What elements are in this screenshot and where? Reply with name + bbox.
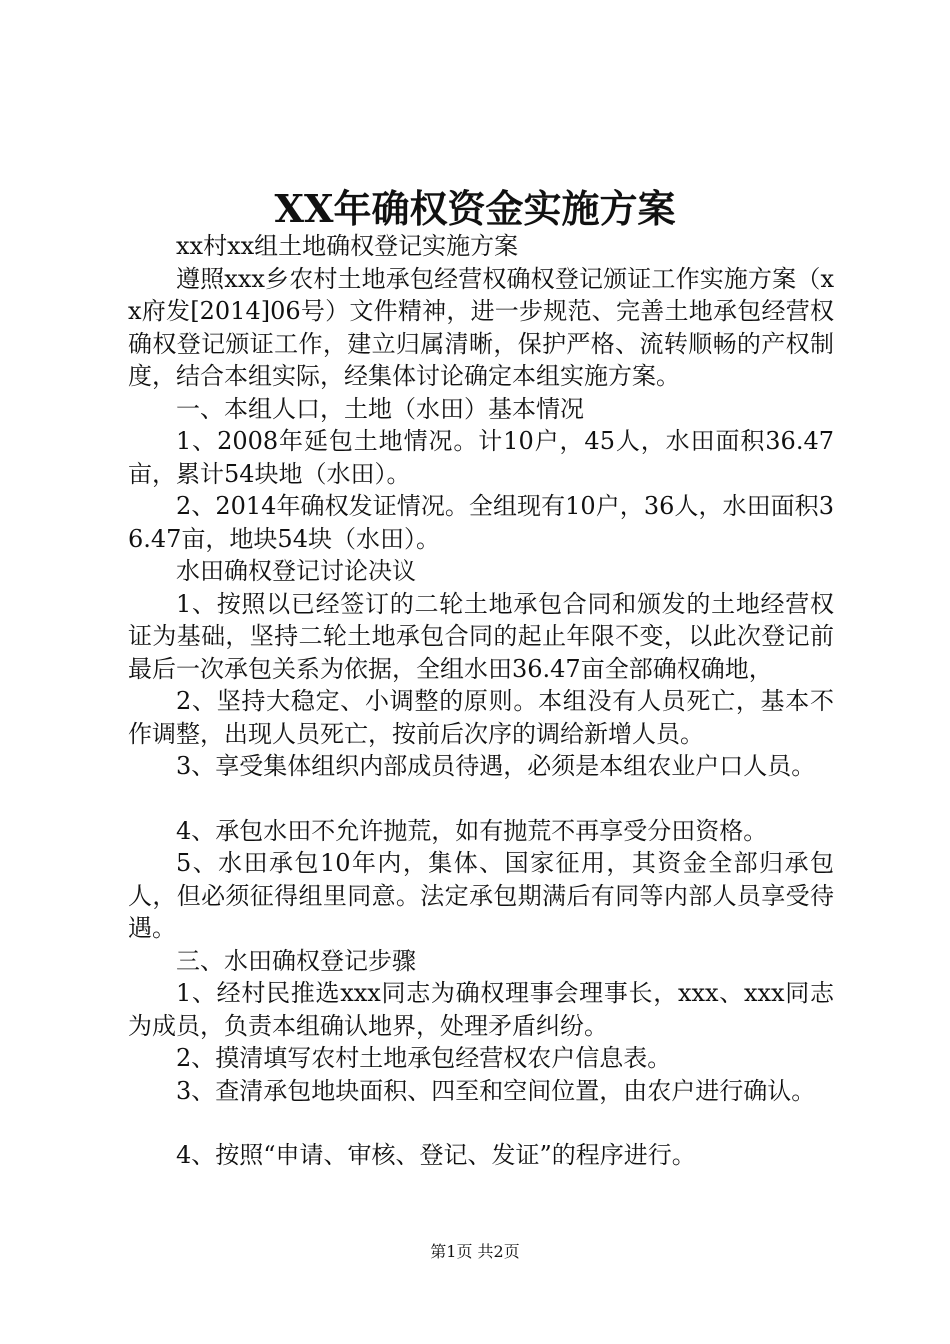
paragraph-intro: 遵照xxx乡农村土地承包经营权确权登记颁证工作实施方案（xx府发[2014]06号）文件精神，进一步规范、完善土地承包经营权确权登记颁证工作，建立归属清晰，保护严格、流转顺畅的产权制度，结合本组实际，经集体讨论确定本组实施方案。 <box>128 264 834 390</box>
section-heading-3: 三、水田确权登记步骤 <box>176 946 416 975</box>
paragraph-item: 3、享受集体组织内部成员待遇，必须是本组农业户口人员。 <box>176 752 816 780</box>
document-body <box>128 230 834 1172</box>
paragraph-item: 1、经村民推选xxx同志为确权理事会理事长，xxx、xxx同志为成员，负责本组确认地界，处理矛盾纠纷。 <box>128 979 834 1040</box>
paragraph-item: 2、坚持大稳定、小调整的原则。本组没有人员死亡，基本不作调整，出现人员死亡，按前后次序的调给新增人员。 <box>128 687 834 748</box>
section-heading-1: 一、本组人口，土地（水田）基本情况 <box>176 394 584 423</box>
paragraph-item: 5、水田承包10年内，集体、国家征用，其资金全部归承包人，但必须征得组里同意。法定承包期满后有同等内部人员享受待遇。 <box>128 849 834 942</box>
page-number: 第1页 共2页 <box>430 1242 520 1261</box>
document-title: XX年确权资金实施方案 <box>274 186 676 231</box>
section-heading-2: 水田确权登记讨论决议 <box>176 557 416 585</box>
paragraph-item: 4、承包水田不允许抛荒，如有抛荒不再享受分田资格。 <box>176 816 768 845</box>
paragraph-item: 2、摸清填写农村土地承包经营权农户信息表。 <box>176 1044 672 1072</box>
paragraph-item: 2、2014年确权发证情况。全组现有10户，36人，水田面积36.47亩，地块54块（水田）。 <box>128 492 834 553</box>
paragraph-subtitle: xx村xx组土地确权登记实施方案 <box>176 232 519 260</box>
paragraph-item: 1、2008年延包土地情况。计10户，45人，水田面积36.47亩，累计54块地（水田）。 <box>128 427 834 488</box>
paragraph-item: 1、按照以已经签订的二轮土地承包合同和颁发的土地经营权证为基础，坚持二轮土地承包合同的起止年限不变，以此次登记前最后一次承包关系为依据，全组水田36.47亩全部确权确地， <box>128 589 834 683</box>
paragraph-item: 3、查清承包地块面积、四至和空间位置，由农户进行确认。 <box>176 1076 816 1105</box>
paragraph-item: 4、按照“申请、审核、登记、发证”的程序进行。 <box>176 1141 696 1169</box>
